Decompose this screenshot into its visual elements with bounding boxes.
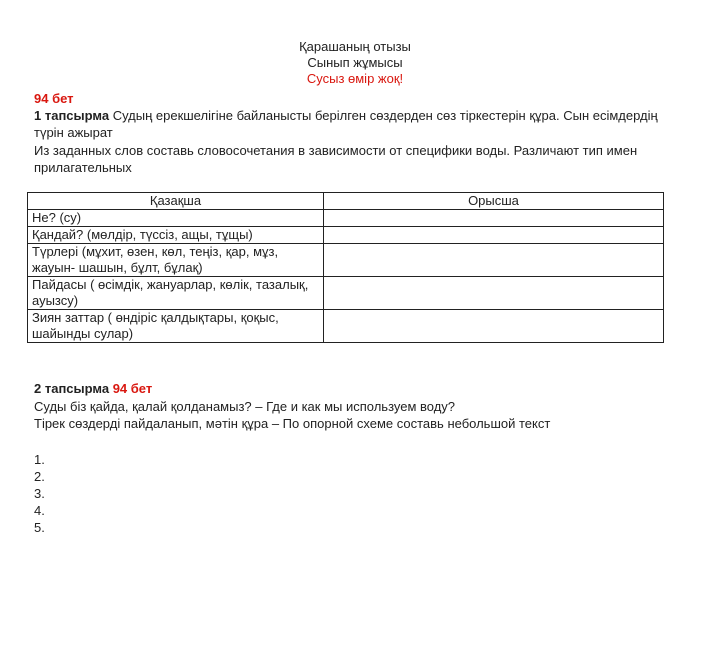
document-header xyxy=(0,39,710,87)
task1-text-kz: Судың ерекшелігіне байланысты берілген сөздерден сөз тіркестерін құра. Сын есімдердің түрін ажырат xyxy=(34,108,658,140)
cell-russian xyxy=(324,277,664,310)
task2-title: 2 тапсырма xyxy=(34,381,110,396)
cell-kazakh: Қандай? (мөлдір, түссіз, ащы, тұщы) xyxy=(28,227,324,244)
task1-title: 1 тапсырма xyxy=(34,108,110,123)
vocabulary-table xyxy=(27,192,664,343)
task2-question: Суды біз қайда, қалай қолданамыз? – Где и как мы используем воду? xyxy=(34,399,456,414)
numbered-list xyxy=(34,451,45,536)
table-row xyxy=(28,310,664,343)
table-row xyxy=(28,227,664,244)
cell-russian xyxy=(324,244,664,277)
task2-instruction: Тірек сөздерді пайдаланып, мәтін құра – По опорной схеме составь небольшой текст xyxy=(34,416,551,431)
cell-russian xyxy=(324,227,664,244)
list-item: 1. xyxy=(34,452,45,467)
table-row xyxy=(28,210,664,227)
table-header-row xyxy=(28,193,664,210)
cell-kazakh: Зиян заттар ( өндіріс қалдықтары, қоқыс, шайынды сулар) xyxy=(28,310,324,343)
cell-kazakh: Не? (су) xyxy=(28,210,324,227)
date-line: Қарашаның отызы xyxy=(299,39,411,54)
page-reference: 94 бет xyxy=(34,91,74,106)
task1-text-ru: Из заданных слов составь словосочетания в зависимости от специфики воды. Различают тип имен прилагательных xyxy=(34,143,638,175)
list-item: 4. xyxy=(34,503,45,518)
list-item: 5. xyxy=(34,520,45,535)
work-type-line: Сынып жұмысы xyxy=(307,55,403,70)
cell-russian xyxy=(324,210,664,227)
table-row xyxy=(28,244,664,277)
task2-page-reference: 94 бет xyxy=(112,381,153,396)
list-item: 3. xyxy=(34,486,45,501)
lesson-title: Сусыз өмір жоқ! xyxy=(306,71,404,86)
cell-kazakh: Түрлері (мұхит, өзен, көл, теңіз, қар, мұз, жауын- шашын, бұлт, бұлақ) xyxy=(28,244,324,277)
task2-heading xyxy=(34,380,674,397)
task1-instruction-kz xyxy=(34,107,674,141)
cell-russian xyxy=(324,310,664,343)
column-header-kazakh: Қазақша xyxy=(28,193,324,210)
cell-kazakh: Пайдасы ( өсімдік, жануарлар, көлік, тазалық, ауызсу) xyxy=(28,277,324,310)
table-row xyxy=(28,277,664,310)
column-header-russian: Орысша xyxy=(324,193,664,210)
list-item: 2. xyxy=(34,469,45,484)
